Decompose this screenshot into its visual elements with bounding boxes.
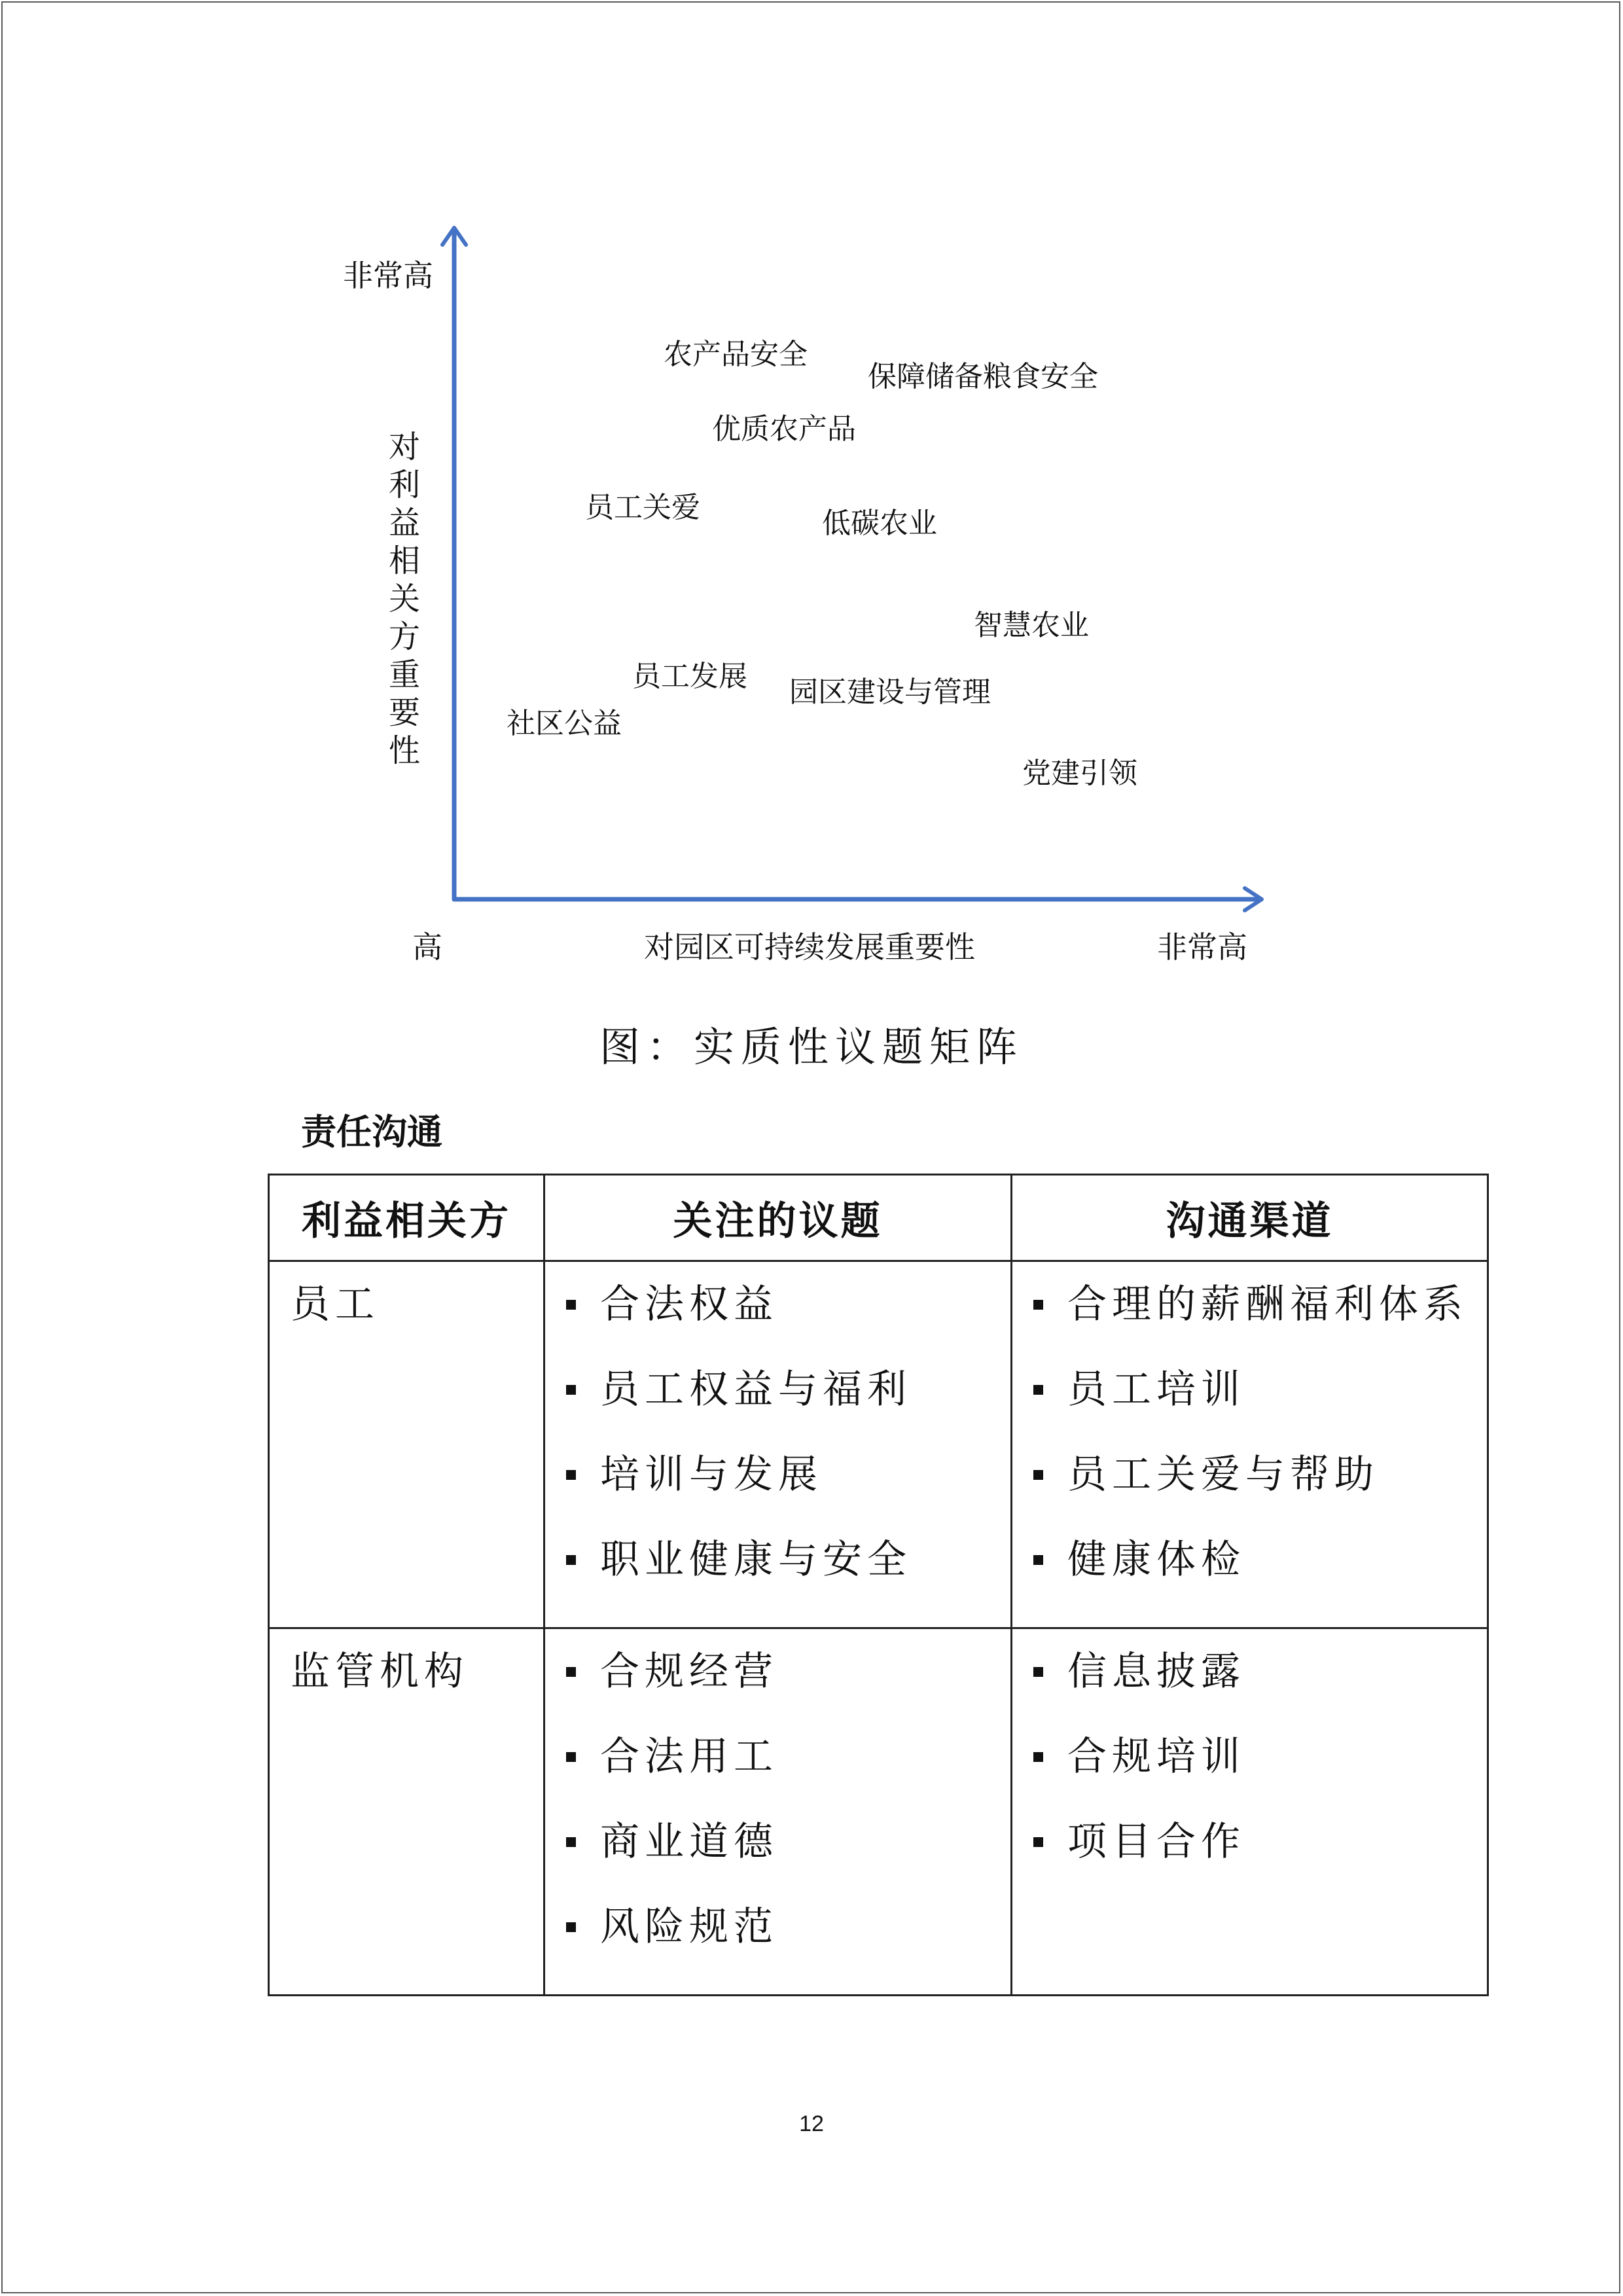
issues-cell — [544, 1628, 1012, 1996]
x-axis-origin-label: 高 — [412, 929, 442, 965]
list-item: 员工关爱与帮助 — [1026, 1444, 1487, 1529]
list-item: 员工权益与福利 — [558, 1359, 1010, 1444]
list-item: 合法用工 — [558, 1726, 1010, 1811]
issue-label: 农产品安全 — [664, 338, 808, 371]
issues-list — [545, 1262, 1010, 1627]
header-stakeholder: 利益相关方 — [269, 1175, 544, 1261]
channels-list — [1012, 1629, 1487, 1909]
list-item: 健康体检 — [1026, 1529, 1487, 1614]
channels-cell — [1012, 1628, 1488, 1996]
page-number: 12 — [799, 2111, 824, 2136]
list-item: 合规经营 — [558, 1641, 1010, 1726]
stakeholder-communication-table — [268, 1174, 1489, 1996]
issue-label: 员工发展 — [632, 660, 747, 693]
issue-label: 低碳农业 — [822, 507, 937, 540]
stakeholder-name: 监管机构 — [291, 1649, 469, 1695]
stakeholder-cell — [269, 1261, 544, 1628]
list-item: 员工培训 — [1026, 1359, 1487, 1444]
y-axis-top-label: 非常高 — [343, 258, 433, 293]
list-item: 信息披露 — [1026, 1641, 1487, 1726]
issue-label: 园区建设与管理 — [789, 675, 991, 709]
matrix-axes — [0, 0, 1623, 1021]
table-row — [269, 1628, 1488, 1996]
x-axis-end-label: 非常高 — [1157, 929, 1247, 965]
issue-label: 员工关爱 — [585, 491, 700, 524]
header-channels: 沟通渠道 — [1012, 1175, 1488, 1261]
list-item: 合理的薪酬福利体系 — [1026, 1274, 1487, 1359]
figure-caption: 图：实质性议题矩阵 — [599, 1023, 1024, 1071]
list-item: 合法权益 — [558, 1274, 1010, 1359]
materiality-matrix — [0, 0, 1623, 1021]
channels-list — [1012, 1262, 1487, 1627]
issue-label: 社区公益 — [507, 707, 622, 740]
stakeholder-cell — [269, 1628, 544, 1996]
issues-list — [545, 1629, 1010, 1994]
issue-label: 智慧农业 — [974, 609, 1089, 642]
issue-label: 党建引领 — [1022, 757, 1137, 790]
header-issues: 关注的议题 — [544, 1175, 1012, 1261]
list-item: 合规培训 — [1026, 1726, 1487, 1811]
list-item: 培训与发展 — [558, 1444, 1010, 1529]
y-axis-title: 对利益相关方重要性 — [388, 429, 420, 769]
list-item: 风险规范 — [558, 1896, 1010, 1981]
x-axis-title: 对园区可持续发展重要性 — [644, 929, 975, 965]
list-item: 职业健康与安全 — [558, 1529, 1010, 1614]
stakeholder-name: 员工 — [291, 1282, 380, 1327]
list-item: 商业道德 — [558, 1811, 1010, 1896]
issues-cell — [544, 1261, 1012, 1628]
channels-cell — [1012, 1261, 1488, 1628]
table-row — [269, 1261, 1488, 1628]
issue-label: 优质农产品 — [712, 412, 856, 446]
list-item: 项目合作 — [1026, 1811, 1487, 1896]
issue-label: 保障储备粮食安全 — [868, 360, 1098, 393]
table-header-row — [269, 1175, 1488, 1261]
section-heading: 责任沟通 — [301, 1111, 442, 1153]
